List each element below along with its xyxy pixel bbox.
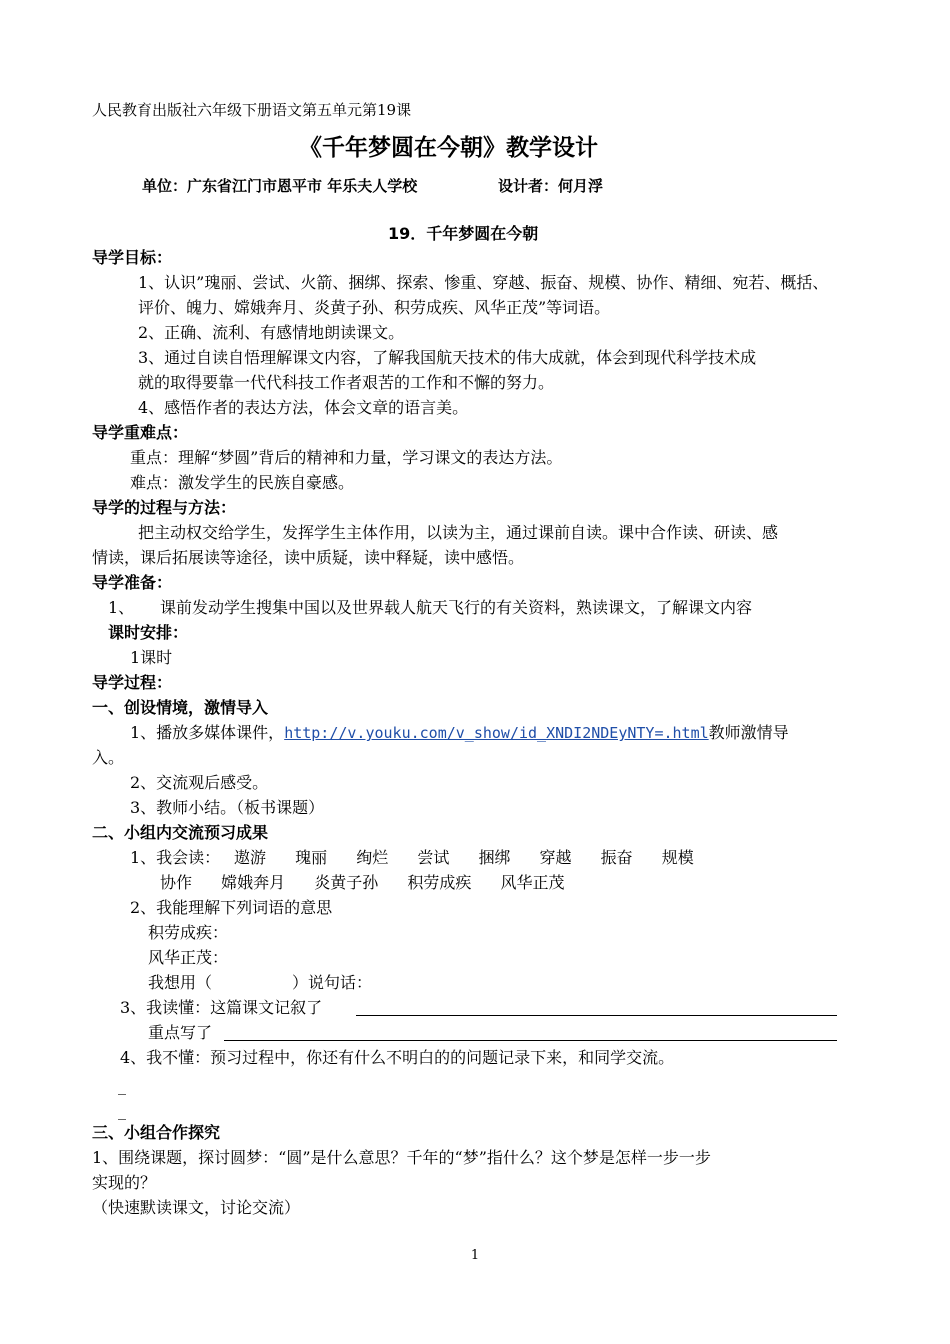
word-item: 穿越 <box>539 848 572 867</box>
word-item: 风华正茂 <box>500 873 565 892</box>
goal-2: 2、正确、流利、有感情地朗读课文。 <box>138 323 405 342</box>
word-item: 嫦娥奔月 <box>221 873 286 892</box>
answer-blank-2[interactable] <box>224 1024 837 1041</box>
word-item: 协作 <box>160 873 193 892</box>
method-heading: 导学的过程与方法： <box>92 498 237 517</box>
preparation-text: 课前发动学生搜集中国以及世界载人航天飞行的有关资料，熟读课文，了解课文内容 <box>160 598 753 617</box>
word-meaning-2: 风华正茂： <box>148 948 229 967</box>
schedule-heading: 课时安排： <box>108 623 189 642</box>
word-item: 绚烂 <box>356 848 389 867</box>
schedule-value: 1课时 <box>130 648 173 667</box>
preparation-number: 1、 <box>108 598 135 617</box>
read-words-label: 1、我会读： <box>130 848 221 867</box>
key-point: 重点：理解“梦圆”背后的精神和力量，学习课文的表达方法。 <box>130 448 563 467</box>
word-item: 规模 <box>661 848 694 867</box>
word-item: 捆绑 <box>478 848 511 867</box>
section-1-item-2: 2、交流观后感受。 <box>130 773 269 792</box>
section-3-question-line-2: 实现的？ <box>92 1173 157 1192</box>
word-meaning-1: 积劳成疾： <box>148 923 229 942</box>
goals-heading: 导学目标： <box>92 248 173 267</box>
not-understand-prompt: 4、我不懂：预习过程中，你还有什么不明白的的问题记录下来，和同学交流。 <box>120 1048 675 1067</box>
focus-prompt: 重点写了 <box>148 1023 213 1042</box>
page-number: 1 <box>470 1248 480 1263</box>
section-1-item-1 <box>130 721 789 745</box>
section-2-heading: 二、小组内交流预习成果 <box>92 823 269 842</box>
publisher-line: 人民教育出版社六年级下册语文第五单元第19课 <box>92 101 412 119</box>
sentence-prompt: 我想用（ ）说句话： <box>148 973 373 992</box>
word-list-row-2 <box>160 871 588 895</box>
keypoints-heading: 导学重难点： <box>92 423 189 442</box>
goal-1-line-2: 评价、魄力、嫦娥奔月、炎黄子孙、积劳成疾、风华正茂”等词语。 <box>138 298 611 317</box>
goal-1-line-1: 1、认识”瑰丽、尝试、火箭、捆绑、探索、惨重、穿越、振奋、规模、协作、精细、宛若、概括、 <box>138 273 829 292</box>
section-3-heading: 三、小组合作探究 <box>92 1123 221 1142</box>
preparation-heading: 导学准备： <box>92 573 173 592</box>
method-paragraph-line-1: 把主动权交给学生，发挥学生主体作用，以读为主，通过课前自读。课中合作读、研读、感 <box>138 523 779 542</box>
answer-dash-1: _ <box>118 1076 126 1095</box>
method-paragraph-line-2: 情读，课后拓展读等途径，读中质疑，读中释疑，读中感悟。 <box>92 548 525 567</box>
word-item: 遨游 <box>234 848 267 867</box>
difficult-point: 难点：激发学生的民族自豪感。 <box>130 473 355 492</box>
item-1-suffix: 教师激情导 <box>708 723 789 742</box>
courseware-link[interactable]: http://v.youku.com/v_show/id_XNDI2NDEyNTY=.html <box>284 724 709 742</box>
section-1-item-1-wrap: 入。 <box>92 748 125 767</box>
answer-blank-1[interactable] <box>356 999 837 1016</box>
document-title: 《千年梦圆在今朝》教学设计 <box>299 135 598 161</box>
lesson-title: 19．千年梦圆在今朝 <box>388 224 539 243</box>
section-1-item-3: 3、教师小结。（板书课题） <box>130 798 325 817</box>
word-item: 振奋 <box>600 848 633 867</box>
process-heading: 导学过程： <box>92 673 173 692</box>
answer-dash-2: _ <box>118 1101 126 1120</box>
section-3-question-line-1: 1、围绕课题，探讨圆梦：“圆”是什么意思？千年的“梦”指什么？这个梦是怎样一步一步 <box>92 1148 711 1167</box>
read-understand-prompt: 3、我读懂：这篇课文记叙了 <box>120 998 323 1017</box>
word-item: 炎黄子孙 <box>314 873 379 892</box>
item-1-prefix: 1、播放多媒体课件， <box>130 723 285 742</box>
designer-line: 设计者：何月浮 <box>498 177 604 195</box>
word-item: 瑰丽 <box>295 848 328 867</box>
word-item: 尝试 <box>417 848 450 867</box>
section-1-heading: 一、创设情境，激情导入 <box>92 698 269 717</box>
goal-4: 4、感悟作者的表达方法，体会文章的语言美。 <box>138 398 469 417</box>
unit-line: 单位：广东省江门市恩平市 年乐夫人学校 <box>142 177 418 195</box>
understand-words-label: 2、我能理解下列词语的意思 <box>130 898 333 917</box>
word-item: 积劳成疾 <box>407 873 472 892</box>
section-3-note: （快速默读课文，讨论交流） <box>92 1198 301 1217</box>
word-list-row-1 <box>234 846 718 870</box>
goal-3-line-1: 3、通过自读自悟理解课文内容，了解我国航天技术的伟大成就，体会到现代科学技术成 <box>138 348 757 367</box>
goal-3-line-2: 就的取得要靠一代代科技工作者艰苦的工作和不懈的努力。 <box>138 373 555 392</box>
